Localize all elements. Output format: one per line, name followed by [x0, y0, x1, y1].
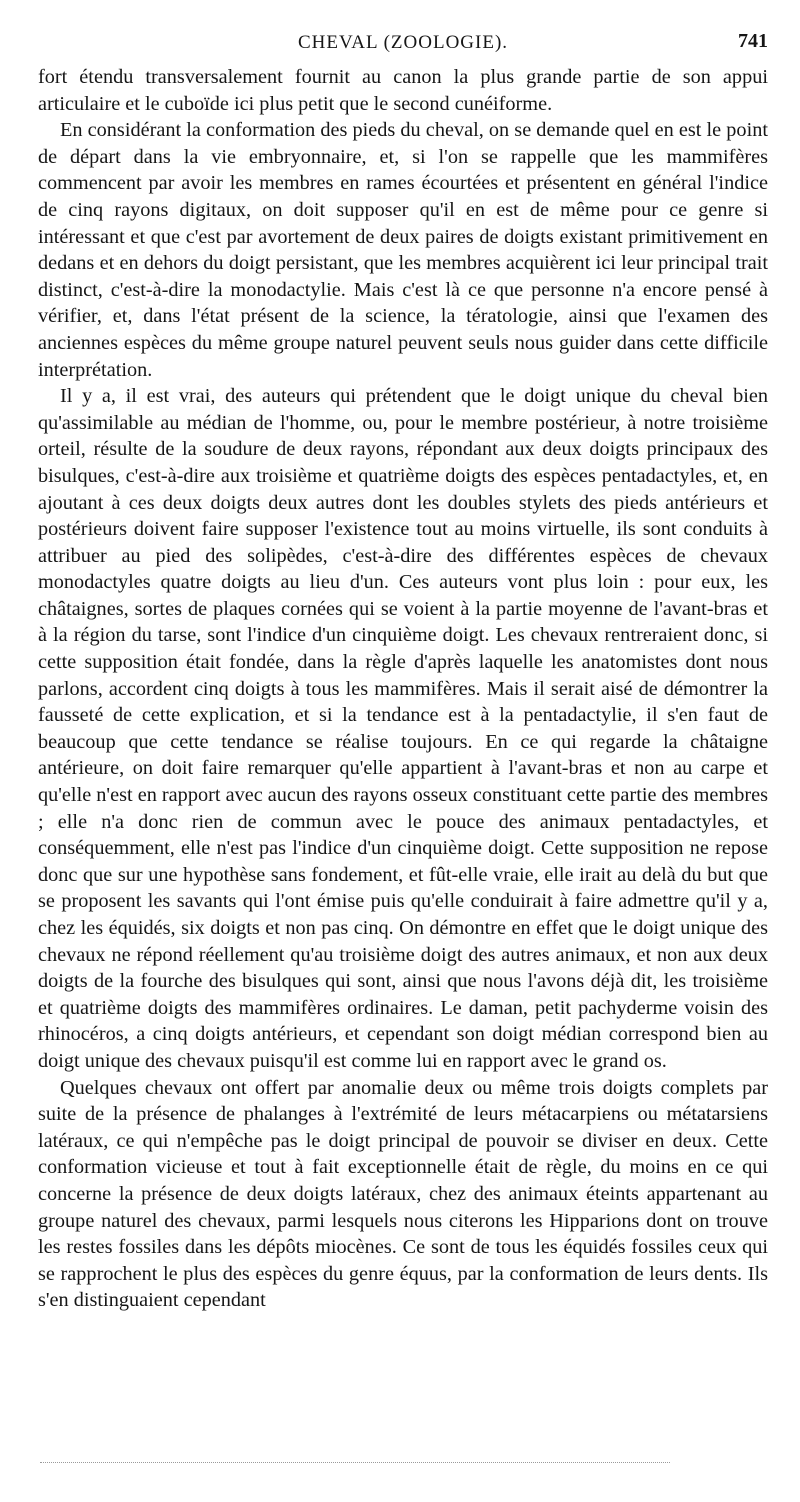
page-number: 741 — [738, 30, 768, 52]
book-page — [38, 0, 768, 1314]
body-text — [38, 64, 768, 1314]
page-header — [38, 0, 768, 64]
footer-dotted-rule — [40, 1462, 670, 1463]
paragraph: En considérant la conformation des pieds du cheval, on se demande quel en est le point de départ dans la vie embryonnaire, et, si l'on se rappelle que les mammifères commencent par avoir les membres en rames écourtées et présentent en général l'indice de cinq rayons digitaux, on doit supposer qu'il en est de même pour ce genre si intéressant et que c'est par avortement de deux paires de doigts existant primitivement en dedans et en dehors du doigt persistant, que les membres acquièrent ici leur principal trait distinct, c'est-à-dire la monodactylie. Mais c'est là ce que personne n'a encore pensé à vérifier, et, dans l'état présent de la science, la tératologie, ainsi que l'examen des anciennes espèces du même groupe naturel peuvent seuls nous guider dans cette difficile interprétation. — [38, 119, 768, 381]
paragraph: Quelques chevaux ont offert par anomalie deux ou même trois doigts complets par suite de la présence de phalanges à l'extrémité de leurs métacarpiens ou métatarsiens latéraux, ce qui n'empêche pas le doigt principal de pouvoir se diviser en deux. Cette conformation vicieuse et tout à fait exceptionnelle était de règle, du moins en ce qui concerne la présence de deux doigts latéraux, chez des animaux éteints appartenant au groupe naturel des chevaux, parmi lesquels nous citerons les Hipparions dont on trouve les restes fossiles dans les dépôts miocènes. Ce sont de tous les équidés fossiles ceux qui se rapprochent le plus des espèces du genre équus, par la conformation de leurs dents. Ils s'en distinguaient cependant — [38, 1076, 768, 1312]
running-head: CHEVAL (ZOOLOGIE). — [297, 32, 509, 53]
paragraph-continued: fort étendu transversalement fournit au canon la plus grande partie de son appui articulaire et le cuboïde ici plus petit que le second cunéiforme. — [38, 66, 768, 115]
paragraph: Il y a, il est vrai, des auteurs qui prétendent que le doigt unique du cheval bien qu'assimilable au médian de l'homme, ou, pour le membre postérieur, à notre troisième orteil, résulte de la soudure de deux rayons, répondant aux deux doigts principaux des bisulques, c'est-à-dire aux troisième et quatrième doigts des espèces pentadactyles, et, en ajoutant à ces deux doigts deux autres dont les doubles stylets des pieds antérieurs et postérieurs doivent faire supposer l'existence tout au moins virtuelle, ils sont conduits à attribuer au pied des solipèdes, c'est-à-dire des différentes espèces de chevaux monodactyles quatre doigts au lieu d'un. Ces auteurs vont plus loin : pour eux, les châtaignes, sortes de plaques cornées qui se voient à la partie moyenne de l'avant-bras et à la région du tarse, sont l'indice d'un cinquième doigt. Les chevaux rentreraient donc, si cette supposition était fondée, dans la règle d'après laquelle les anatomistes dont nous parlons, accordent cinq doigts à tous les mammifères. Mais il serait aisé de démontrer la fausseté de cette explication, et si la tendance est à la pentadactylie, il s'en faut de beaucoup que cette tendance se réalise toujours. En ce qui regarde la châtaigne antérieure, on doit faire remarquer qu'elle appartient à l'avant-bras et non au carpe et qu'elle n'est en rapport avec aucun des rayons osseux constituant cette partie des membres ; elle n'a donc rien de commun avec le pouce des animaux pentadactyles, et conséquemment, elle n'est pas l'indice d'un cinquième doigt. Cette supposition ne repose donc que sur une hypothèse sans fondement, et fût-elle vraie, elle irait au delà du but que se proposent les savants qui l'ont émise puis qu'elle conduirait à faire admettre qu'il y a, chez les équidés, six doigts et non pas cinq. On démontre en effet que le doigt unique des chevaux ne répond réellement qu'au troisième doigt des autres animaux, et non aux deux doigts de la fourche des bisulques qui sont, ainsi que nous l'avons déjà dit, les troisième et quatrième doigts des mammifères ordinaires. Le daman, petit pachyderme voisin des rhinocéros, a cinq doigts antérieurs, et cependant son doigt médian correspond bien au doigt unique des chevaux puisqu'il est comme lui en rapport avec le grand os. — [38, 385, 768, 1072]
